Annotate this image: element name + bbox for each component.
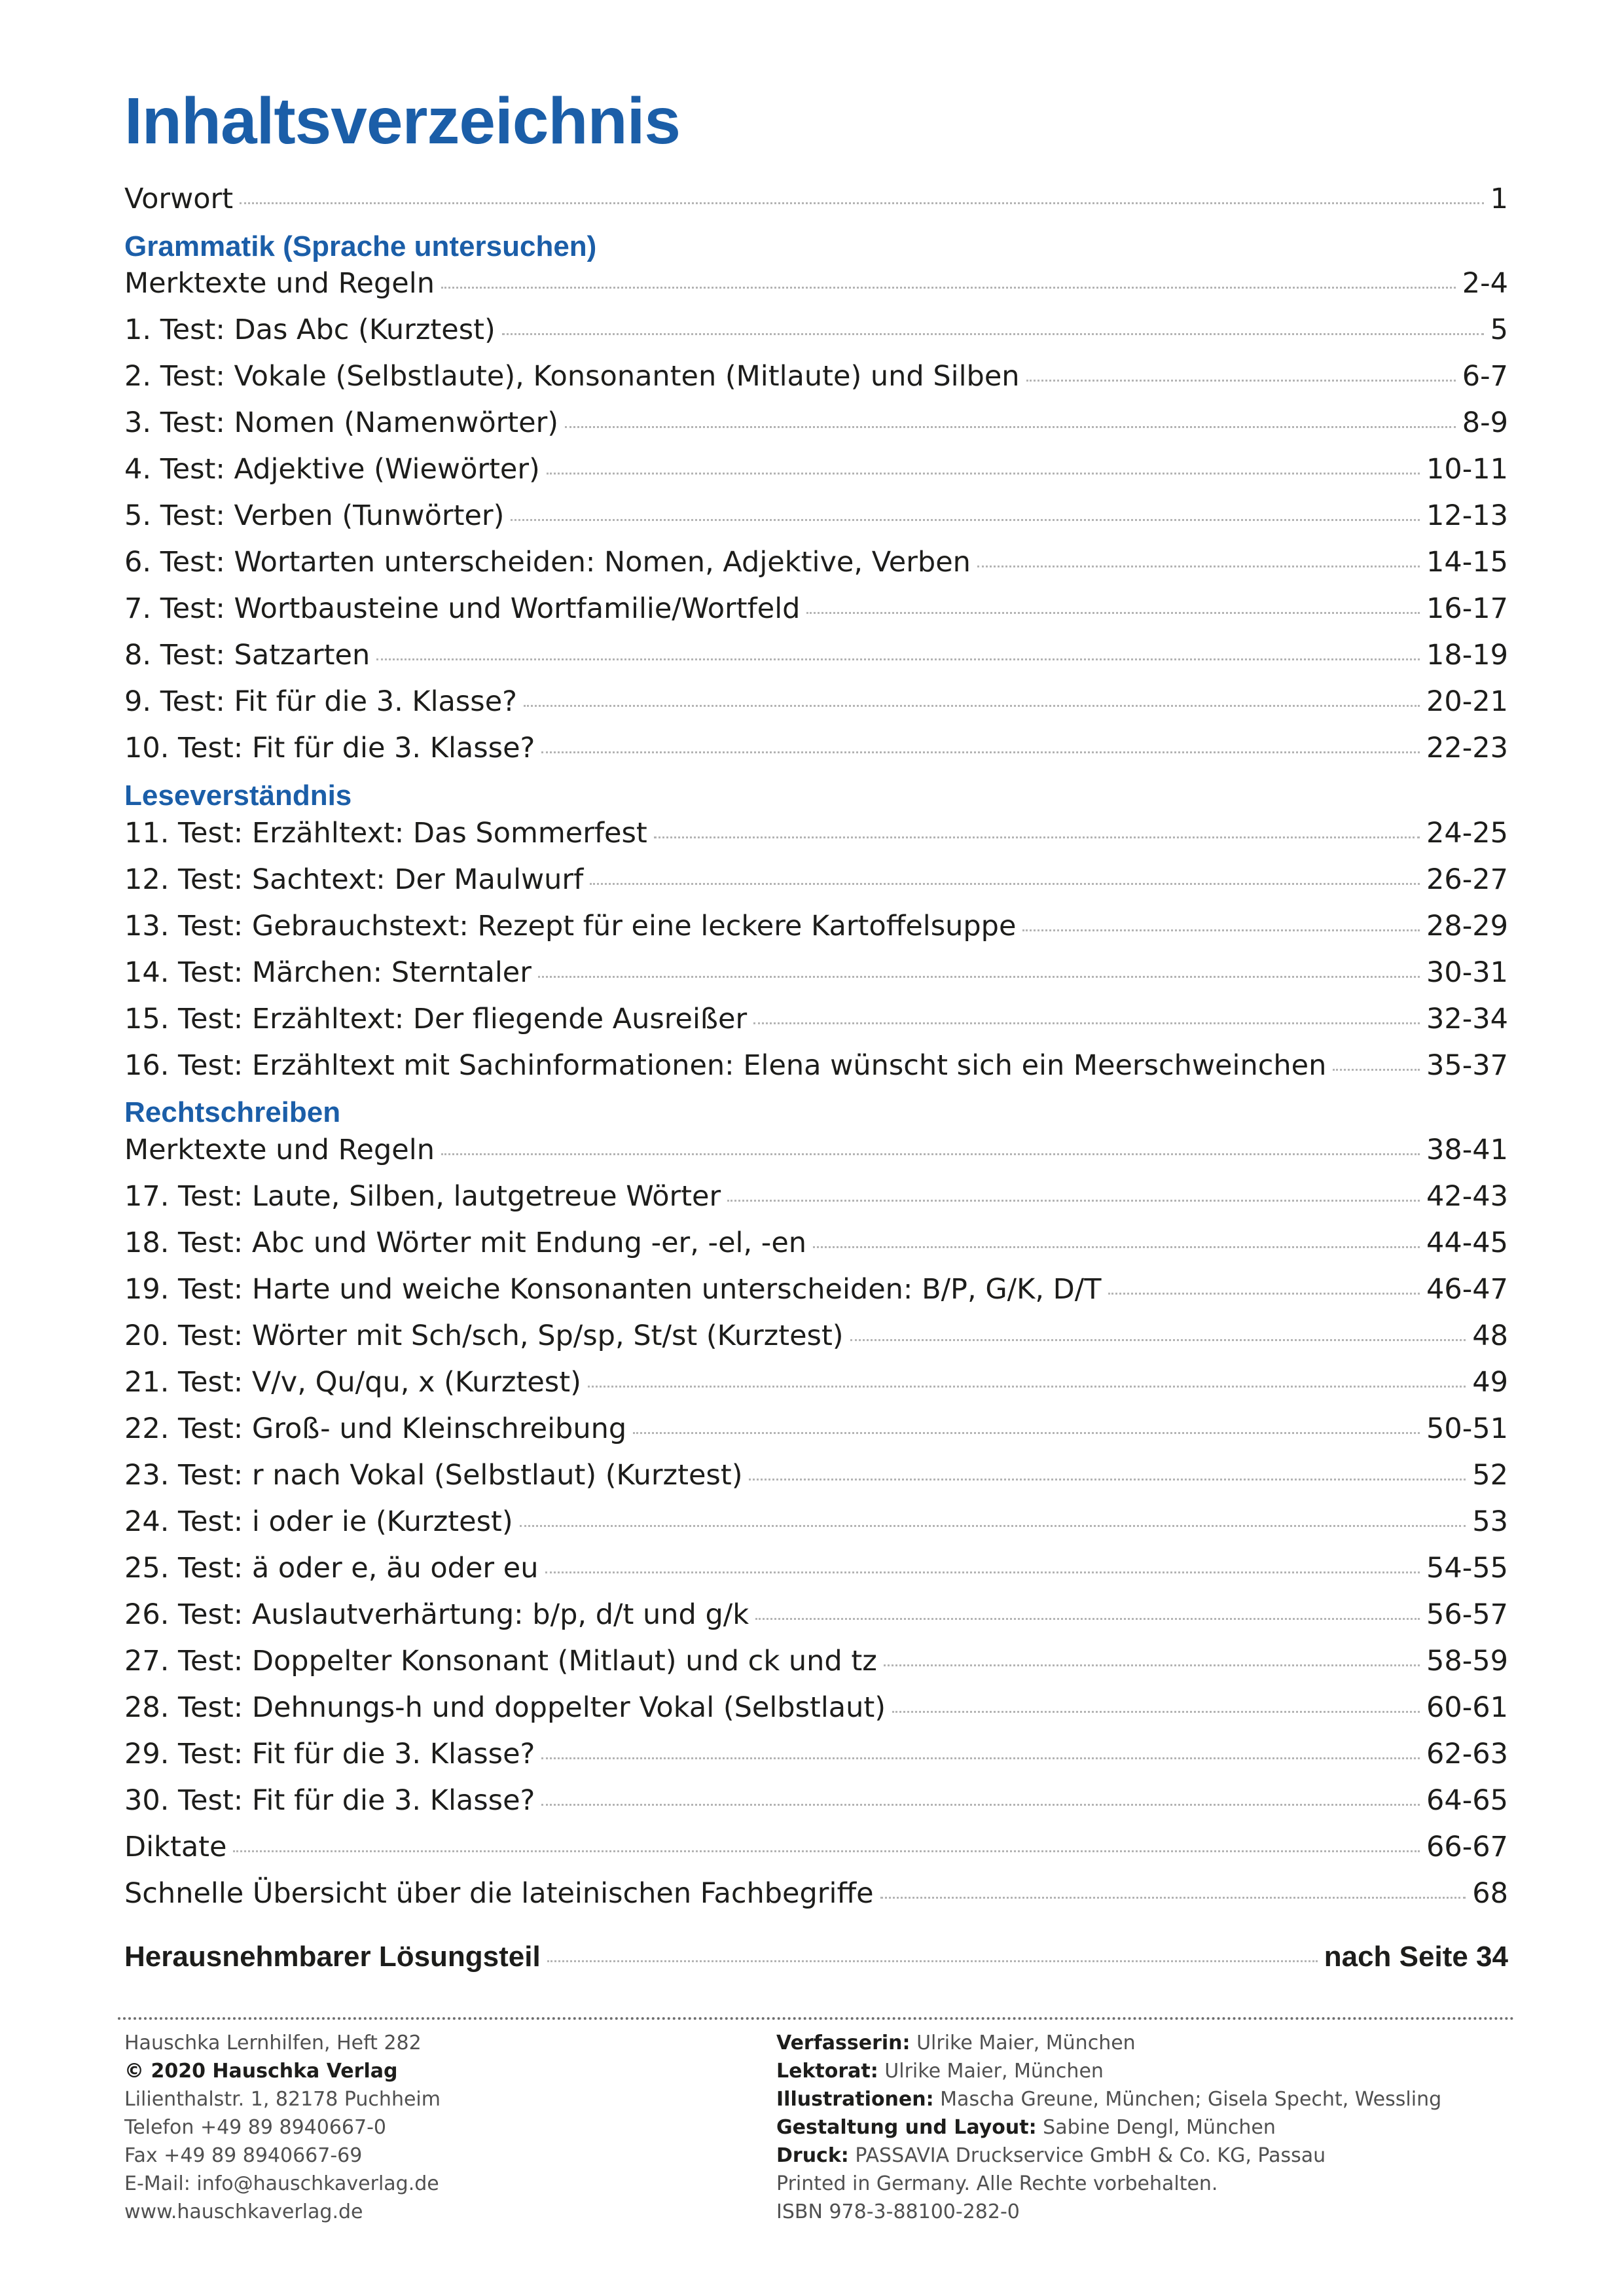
toc-entry-page: 50-51 [1426,1412,1508,1445]
toc-entry-page: 46-47 [1426,1273,1508,1306]
dot-leader [727,1200,1420,1202]
dot-leader [755,1618,1420,1620]
credit-label: Verfasserin: [776,2032,911,2054]
dot-leader [588,1386,1466,1388]
credit-author [776,2029,1441,2057]
series-line: Hauschka Lernhilfen, Heft 282 [124,2032,422,2054]
toc-entry-label: 23. Test: r nach Vokal (Selbstlaut) (Kurztest) [124,1459,743,1492]
toc-entry [124,1549,1508,1588]
toc-entry-label: 18. Test: Abc und Wörter mit Endung -er, -el, -en [124,1227,807,1259]
toc-entry-label: 14. Test: Märchen: Sterntaler [124,956,532,989]
toc-entry [124,1316,1508,1355]
isbn-line: ISBN 978-3-88100-282-0 [776,2200,1020,2223]
toc-entry [124,310,1508,350]
toc-entry [124,1781,1508,1820]
toc-entry [124,1409,1508,1448]
dot-leader [541,751,1420,753]
toc-entry-page: 52 [1472,1459,1508,1492]
toc-entry-label: Schnelle Übersicht über die lateinischen Fachbegriffe [124,1877,874,1910]
toc-entry [124,636,1508,675]
toc-entry-vorwort [124,179,1508,219]
toc-entry-page: 14-15 [1426,546,1508,579]
toc-entry [124,1641,1508,1681]
toc-entry-label: 10. Test: Fit für die 3. Klasse? [124,732,535,764]
dot-leader [749,1479,1466,1480]
toc-entry-label: 5. Test: Verben (Tunwörter) [124,499,505,532]
toc-entry-label: 1. Test: Das Abc (Kurztest) [124,314,496,346]
toc-entry-page: 6-7 [1462,360,1508,393]
dot-leader [441,287,1456,289]
toc-entry-page: 16-17 [1426,592,1508,625]
toc-entry-page: 68 [1472,1877,1508,1910]
toc-entry [124,1827,1508,1867]
toc-entry [124,1130,1508,1170]
toc-entry-page: 28-29 [1426,910,1508,942]
dot-leader [884,1664,1420,1666]
toc-entry [124,543,1508,582]
dot-leader [541,1804,1420,1806]
toc-entry-label: 27. Test: Doppelter Konsonant (Mitlaut) und ck und tz [124,1645,877,1677]
dot-leader [977,565,1420,567]
toc-entry-page: 66-67 [1426,1831,1508,1863]
dot-leader [545,1571,1420,1573]
toc-entry-page: 32-34 [1426,1003,1508,1035]
dot-leader [240,202,1484,204]
toc-entry [124,1595,1508,1634]
toc-entry [124,1363,1508,1402]
toc-entry-label: 29. Test: Fit für die 3. Klasse? [124,1738,535,1770]
toc-entry-label: 25. Test: ä oder e, äu oder eu [124,1552,539,1585]
toc-entry [124,999,1508,1039]
toc-entry-page: 62-63 [1426,1738,1508,1770]
toc-entry-label: 24. Test: i oder ie (Kurztest) [124,1505,513,1538]
dot-leader [511,519,1420,521]
toc-entry-label: 4. Test: Adjektive (Wiewörter) [124,453,540,486]
credit-label: Druck: [776,2144,849,2167]
credit-value: Mascha Greune, München; Gisela Specht, Wessling [940,2088,1442,2111]
rights-line: Printed in Germany. Alle Rechte vorbehalten. [776,2172,1218,2195]
dot-leader [376,658,1420,660]
toc-entry [124,1270,1508,1309]
toc-entry-label: 17. Test: Laute, Silben, lautgetreue Wörter [124,1180,721,1213]
dot-leader [565,426,1456,428]
dot-leader [633,1432,1420,1434]
toc-entry-page: 56-57 [1426,1598,1508,1631]
toc-entry-label: 12. Test: Sachtext: Der Maulwurf [124,863,584,896]
credit-label: Gestaltung und Layout: [776,2116,1037,2139]
toc-entry-label: 8. Test: Satzarten [124,639,370,672]
dot-leader [880,1897,1466,1899]
toc-entry-label: 6. Test: Wortarten unterscheiden: Nomen, Adjektive, Verben [124,546,971,579]
page-title: Inhaltsverzeichnis [124,84,680,158]
dot-leader [541,1757,1420,1759]
credit-value: PASSAVIA Druckservice GmbH & Co. KG, Passau [855,2144,1326,2167]
section-heading-rechtschreiben: Rechtschreiben [124,1096,341,1128]
toc-entry [124,1223,1508,1263]
toc-entry-label: 30. Test: Fit für die 3. Klasse? [124,1784,535,1817]
toc-entry-label: Herausnehmbarer Lösungsteil [124,1941,541,1973]
toc-entry-page: 54-55 [1426,1552,1508,1585]
toc-entry [124,1456,1508,1495]
toc-entry-label: 11. Test: Erzähltext: Das Sommerfest [124,817,647,850]
toc-entry [124,1688,1508,1727]
credit-layout [776,2113,1441,2142]
toc-entry-page: 58-59 [1426,1645,1508,1677]
footer-divider [118,2017,1515,2020]
toc-entry-page: 22-23 [1426,732,1508,764]
toc-entry-label: Merktexte und Regeln [124,1134,435,1166]
credit-print [776,2142,1441,2170]
toc-entry [124,1502,1508,1541]
website-line: www.hauschkaverlag.de [124,2200,363,2223]
address-line: Lilienthalstr. 1, 82178 Puchheim [124,2088,441,2111]
dot-leader [1333,1069,1420,1071]
dot-leader [524,705,1420,707]
toc-entry [124,1874,1508,1913]
toc-entry [124,953,1508,992]
toc-entry-page: 38-41 [1426,1134,1508,1166]
credit-illustrations [776,2085,1441,2113]
dot-leader [892,1711,1420,1713]
dot-leader [441,1153,1420,1155]
toc-entry-page: 30-31 [1426,956,1508,989]
toc-entry-label: 15. Test: Erzähltext: Der fliegende Ausreißer [124,1003,748,1035]
toc-entry-page: 48 [1472,1319,1508,1352]
toc-entry [124,264,1508,303]
dot-leader [806,612,1420,614]
toc-entry-page: 49 [1472,1366,1508,1399]
toc-entry-page: 18-19 [1426,639,1508,672]
toc-entry-page: 42-43 [1426,1180,1508,1213]
toc-entry-page: 1 [1490,183,1508,215]
toc-entry [124,496,1508,535]
toc-entry-label: 13. Test: Gebrauchstext: Rezept für eine leckere Kartoffelsuppe [124,910,1017,942]
toc-entry [124,1734,1508,1774]
toc-entry-label: Diktate [124,1831,227,1863]
email-line: E-Mail: info@hauschkaverlag.de [124,2172,439,2195]
dot-leader [654,836,1420,838]
toc-entry-page: nach Seite 34 [1324,1941,1508,1973]
credit-value: Sabine Dengl, München [1043,2116,1276,2139]
toc-entry-page: 2-4 [1462,267,1508,300]
fax-line: Fax +49 89 8940667-69 [124,2144,363,2167]
dot-leader [538,976,1420,978]
toc-entry-page: 5 [1490,314,1508,346]
toc-entry-page: 26-27 [1426,863,1508,896]
toc-entry-label: 7. Test: Wortbausteine und Wortfamilie/Wortfeld [124,592,801,625]
toc-entry-label: 9. Test: Fit für die 3. Klasse? [124,685,517,718]
credit-label: Lektorat: [776,2060,878,2083]
toc-entry [124,403,1508,442]
dot-leader [1022,929,1420,931]
toc-entry-label: 26. Test: Auslautverhärtung: b/p, d/t und g/k [124,1598,749,1631]
dot-leader [850,1339,1466,1341]
toc-entry-label: 21. Test: V/v, Qu/qu, x (Kurztest) [124,1366,581,1399]
credit-label: Illustrationen: [776,2088,934,2111]
section-heading-leseverstaendnis: Leseverständnis [124,780,352,812]
toc-entry-page: 12-13 [1426,499,1508,532]
dot-leader [547,1960,1318,1962]
toc-entry-page: 24-25 [1426,817,1508,850]
toc-entry [124,1177,1508,1216]
toc-entry-page: 53 [1472,1505,1508,1538]
toc-entry [124,682,1508,721]
toc-entry-label: Merktexte und Regeln [124,267,435,300]
dot-leader [233,1850,1420,1852]
toc-entry-page: 64-65 [1426,1784,1508,1817]
toc-entry [124,357,1508,396]
toc-entry [124,814,1508,853]
toc-entry-label: 16. Test: Erzähltext mit Sachinformationen: Elena wünscht sich ein Meerschweinchen [124,1049,1327,1082]
dot-leader [520,1525,1466,1527]
toc-entry [124,450,1508,489]
toc-entry-label: 28. Test: Dehnungs-h und doppelter Vokal (Selbstlaut) [124,1691,886,1724]
section-heading-grammatik: Grammatik (Sprache untersuchen) [124,230,597,262]
credits-imprint [776,2029,1441,2226]
toc-entry [124,1046,1508,1085]
dot-leader [590,883,1420,885]
toc-entry-label: 22. Test: Groß- und Kleinschreibung [124,1412,627,1445]
dot-leader [502,333,1484,335]
dot-leader [1108,1293,1420,1295]
toc-entry [124,589,1508,628]
toc-entry-label: 20. Test: Wörter mit Sch/sch, Sp/sp, St/st (Kurztest) [124,1319,844,1352]
toc-entry [124,860,1508,899]
dot-leader [547,473,1420,475]
toc-entry-page: 35-37 [1426,1049,1508,1082]
publisher-imprint [124,2029,441,2226]
toc-entry-loesungsteil [124,1937,1508,1977]
dot-leader [1026,380,1456,382]
toc-entry-page: 8-9 [1462,406,1508,439]
toc-entry-label: Vorwort [124,183,234,215]
toc-entry [124,728,1508,768]
toc-entry-label: 19. Test: Harte und weiche Konsonanten unterscheiden: B/P, G/K, D/T [124,1273,1102,1306]
toc-entry-page: 44-45 [1426,1227,1508,1259]
toc-entry [124,906,1508,946]
toc-entry-page: 60-61 [1426,1691,1508,1724]
toc-entry-page: 20-21 [1426,685,1508,718]
copyright-line: © 2020 Hauschka Verlag [124,2060,398,2083]
credit-editor [776,2057,1441,2085]
phone-line: Telefon +49 89 8940667-0 [124,2116,387,2139]
toc-entry-label: 2. Test: Vokale (Selbstlaute), Konsonanten (Mitlaute) und Silben [124,360,1020,393]
toc-entry-label: 3. Test: Nomen (Namenwörter) [124,406,559,439]
credit-value: Ulrike Maier, München [916,2032,1136,2054]
dot-leader [813,1246,1420,1248]
credit-value: Ulrike Maier, München [884,2060,1104,2083]
dot-leader [753,1022,1420,1024]
toc-entry-page: 10-11 [1426,453,1508,486]
